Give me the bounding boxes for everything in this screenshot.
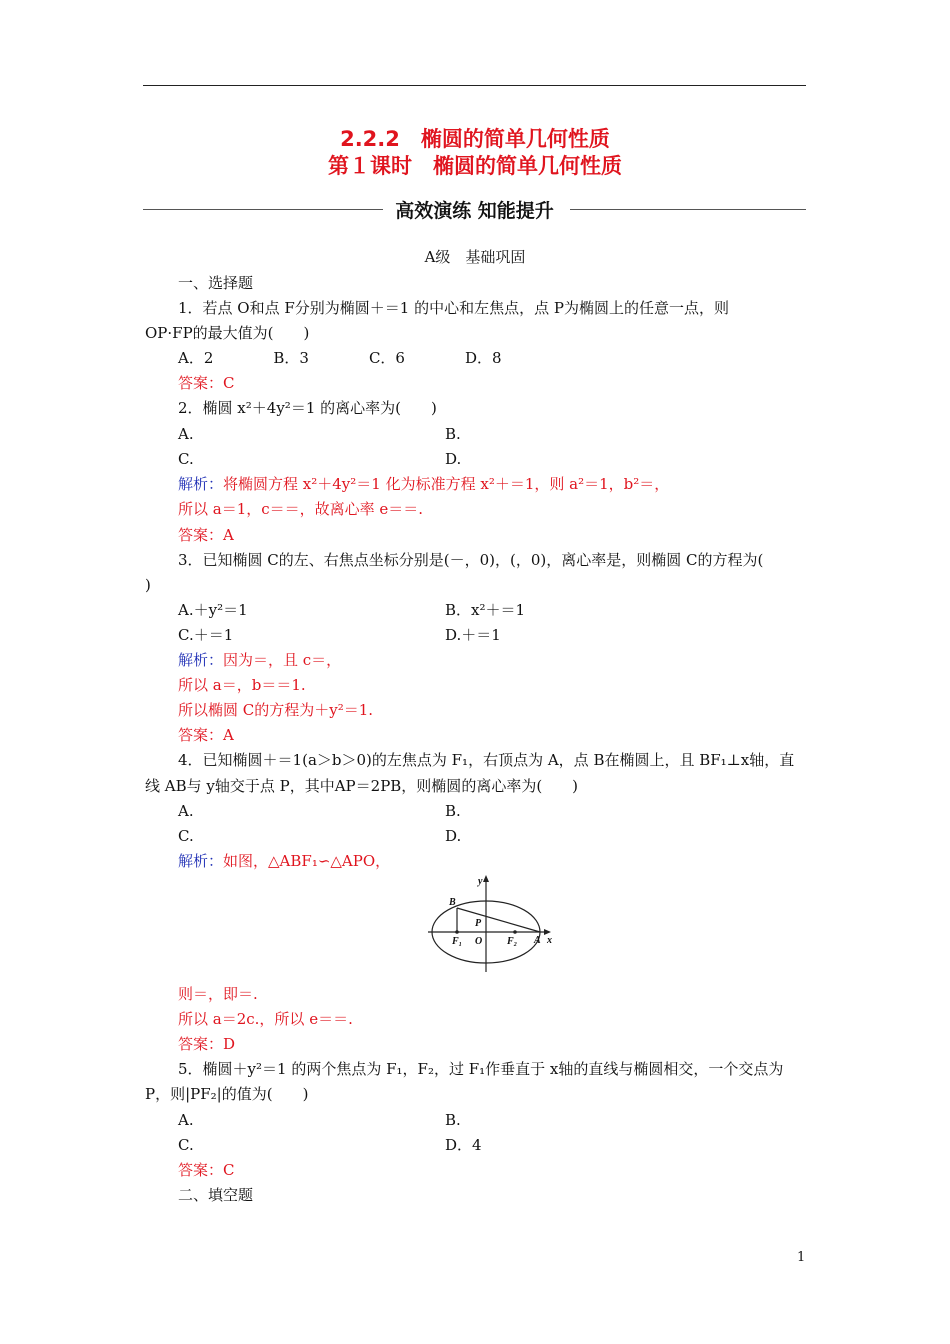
banner-text: 高效演练 知能提升: [395, 200, 554, 222]
q4-option-b: B.: [445, 802, 461, 820]
q1-stem-cont: OP·FP的最大值为( ): [145, 324, 310, 342]
point-f2: [513, 930, 517, 934]
q3-analysis-cont2: 所以椭圆 C的方程为＋y²＝1.: [178, 701, 374, 719]
q2-option-b: B.: [445, 425, 461, 443]
label-x: x: [547, 935, 552, 946]
banner: [143, 196, 806, 224]
q4-stem: 4．已知椭圆＋＝1(a＞b＞0)的左焦点为 F₁，右顶点为 A，点 B在椭圆上，且 BF₁⊥x轴，直: [178, 751, 795, 769]
q5-answer: 答案：C: [178, 1161, 235, 1179]
q3-stem-cont: ): [145, 576, 151, 594]
analysis-label: 解析：: [178, 651, 224, 669]
q4-stem-cont: 线 AB与 y轴交于点 P，其中AP＝2PB，则椭圆的离心率为( ): [145, 777, 579, 795]
q4-answer: 答案：D: [178, 1035, 236, 1053]
q2-option-c: C.: [178, 450, 194, 468]
point-f1: [455, 930, 459, 934]
q3-option-b: B．x²＋＝1: [445, 601, 526, 619]
label-f1: F₁: [452, 936, 463, 947]
q3-stem: 3．已知椭圆 C的左、右焦点坐标分别是(－，0)，(，0)，离心率是，则椭圆 C的方程为(: [178, 551, 764, 569]
q2-analysis-cont: 所以 a＝1，c＝＝，故离心率 e＝＝.: [178, 500, 424, 518]
y-axis-arrow: [483, 875, 489, 882]
analysis-label: 解析：: [178, 475, 224, 493]
q2-stem: 2．椭圆 x²＋4y²＝1 的离心率为( ): [178, 399, 437, 417]
q3-analysis: [178, 650, 341, 670]
q4-option-d: D.: [445, 827, 462, 845]
q5-option-a: A.: [178, 1111, 194, 1129]
q5-stem-cont: P，则|PF₂|的值为( ): [145, 1085, 309, 1103]
q4-analysis: [178, 851, 390, 871]
page-number: 1: [797, 1250, 806, 1265]
q1-stem: 1．若点 O和点 F分别为椭圆＋＝1 的中心和左焦点，点 P为椭圆上的任意一点，则: [178, 299, 729, 317]
q3-analysis-text: 因为＝，且 c＝，: [223, 651, 342, 669]
q3-option-a: A.＋y²＝1: [178, 601, 248, 619]
banner-right-line: [570, 209, 806, 210]
q2-analysis-text: 将椭圆方程 x²＋4y²＝1 化为标准方程 x²＋＝1，则 a²＝1，b²＝，: [223, 475, 670, 493]
analysis-label: 解析：: [178, 852, 224, 870]
label-b: B: [449, 897, 456, 908]
section-heading-choice: 一、选择题: [178, 274, 254, 292]
label-p: P: [475, 918, 482, 929]
title-lesson: 第１课时 椭圆的简单几何性质: [328, 154, 622, 178]
q2-answer: 答案：A: [178, 526, 234, 544]
q5-stem: 5．椭圆＋y²＝1 的两个焦点为 F₁，F₂，过 F₁作垂直于 x轴的直线与椭圆相交，一个交点为: [178, 1060, 784, 1078]
top-rule: [143, 85, 806, 86]
title-section: 2.2.2 椭圆的简单几何性质: [340, 127, 610, 151]
q5-option-d: D．4: [445, 1136, 482, 1154]
q1-answer: 答案：C: [178, 374, 235, 392]
q5-option-c: C.: [178, 1136, 194, 1154]
level-heading: A级 基础巩固: [424, 248, 526, 266]
q5-option-b: B.: [445, 1111, 461, 1129]
label-o: O: [475, 936, 483, 947]
q2-option-d: D.: [445, 450, 462, 468]
q4-analysis-cont2: 所以 a＝2c.，所以 e＝＝.: [178, 1010, 353, 1028]
q4-analysis-cont1: 则＝，即＝.: [178, 985, 258, 1003]
ellipse-figure: [428, 872, 558, 976]
q3-option-d: D.＋＝1: [445, 626, 501, 644]
q3-option-c: C.＋＝1: [178, 626, 234, 644]
q2-analysis: [178, 474, 669, 494]
label-y: y: [478, 876, 483, 887]
section-heading-fill: 二、填空题: [178, 1186, 254, 1204]
q4-option-a: A.: [178, 802, 194, 820]
label-a: A: [534, 935, 541, 946]
q3-analysis-cont1: 所以 a＝，b＝＝1.: [178, 676, 306, 694]
label-f2: F₂: [507, 936, 518, 947]
q4-option-c: C.: [178, 827, 194, 845]
q1-options: A．2 B．3 C．6 D．8: [178, 349, 502, 367]
q3-answer: 答案：A: [178, 726, 234, 744]
q4-analysis-text: 如图，△ABF₁∽△APO，: [223, 852, 391, 870]
q2-option-a: A.: [178, 425, 194, 443]
